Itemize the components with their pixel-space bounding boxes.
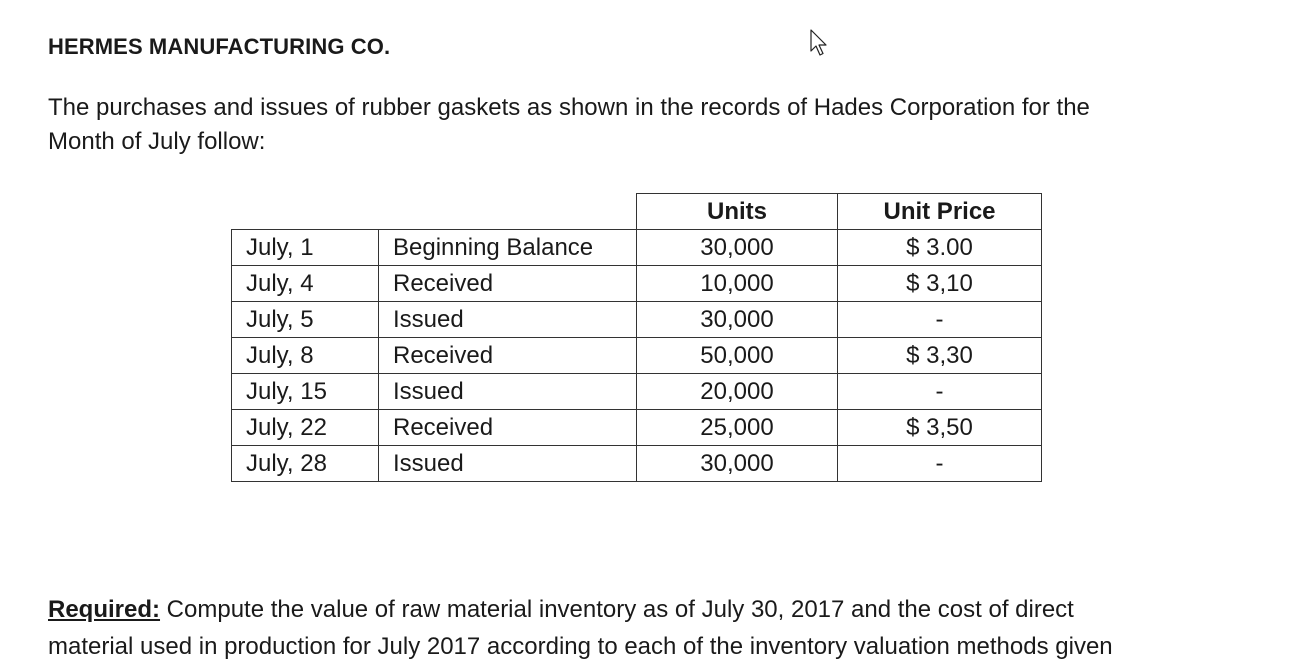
- header-blank-cell: [232, 194, 379, 230]
- row-description: Received: [379, 410, 637, 446]
- document-title: HERMES MANUFACTURING CO.: [48, 34, 391, 59]
- row-description: Beginning Balance: [379, 230, 637, 266]
- row-date: July, 1: [232, 230, 379, 266]
- row-units: 20,000: [637, 374, 838, 410]
- table-row: [232, 446, 1042, 482]
- mouse-pointer-icon: [810, 29, 830, 57]
- row-units: 25,000: [637, 410, 838, 446]
- header-unit-price: Unit Price: [838, 194, 1042, 230]
- table-row: [232, 338, 1042, 374]
- header-blank-cell: [379, 194, 637, 230]
- row-unit-price: $ 3,10: [838, 266, 1042, 302]
- header-units: Units: [637, 194, 838, 230]
- row-units: 30,000: [637, 302, 838, 338]
- table-row: [232, 230, 1042, 266]
- intro-line-1: The purchases and issues of rubber gaskets as shown in the records of Hades Corporation for the: [48, 94, 1090, 121]
- row-date: July, 22: [232, 410, 379, 446]
- row-description: Issued: [379, 374, 637, 410]
- table-header-row: [232, 194, 1042, 230]
- row-description: Issued: [379, 302, 637, 338]
- row-unit-price: $ 3,30: [838, 338, 1042, 374]
- inventory-table: [231, 193, 1042, 482]
- intro-line-2: Month of July follow:: [48, 128, 266, 155]
- table-row: [232, 374, 1042, 410]
- row-date: July, 15: [232, 374, 379, 410]
- inventory-table-container: [231, 193, 1042, 482]
- required-label: Required:: [48, 596, 161, 623]
- row-date: July, 5: [232, 302, 379, 338]
- intro-paragraph: [48, 91, 1228, 159]
- table-row: [232, 266, 1042, 302]
- row-description: Issued: [379, 446, 637, 482]
- required-paragraph: [48, 591, 1278, 665]
- required-line-2: material used in production for July 2017 according to each of the inventory valuation methods given: [48, 633, 1113, 660]
- row-unit-price: $ 3,50: [838, 410, 1042, 446]
- row-date: July, 28: [232, 446, 379, 482]
- row-date: July, 4: [232, 266, 379, 302]
- row-description: Received: [379, 338, 637, 374]
- row-description: Received: [379, 266, 637, 302]
- row-units: 30,000: [637, 446, 838, 482]
- required-line-1: [48, 591, 1278, 628]
- row-date: July, 8: [232, 338, 379, 374]
- table-row: [232, 302, 1042, 338]
- row-units: 30,000: [637, 230, 838, 266]
- row-unit-price: -: [838, 446, 1042, 482]
- row-unit-price: -: [838, 302, 1042, 338]
- required-text-1: Compute the value of raw material inventory as of July 30, 2017 and the cost of direct: [160, 596, 1074, 623]
- row-unit-price: -: [838, 374, 1042, 410]
- row-units: 10,000: [637, 266, 838, 302]
- row-units: 50,000: [637, 338, 838, 374]
- row-unit-price: $ 3.00: [838, 230, 1042, 266]
- table-row: [232, 410, 1042, 446]
